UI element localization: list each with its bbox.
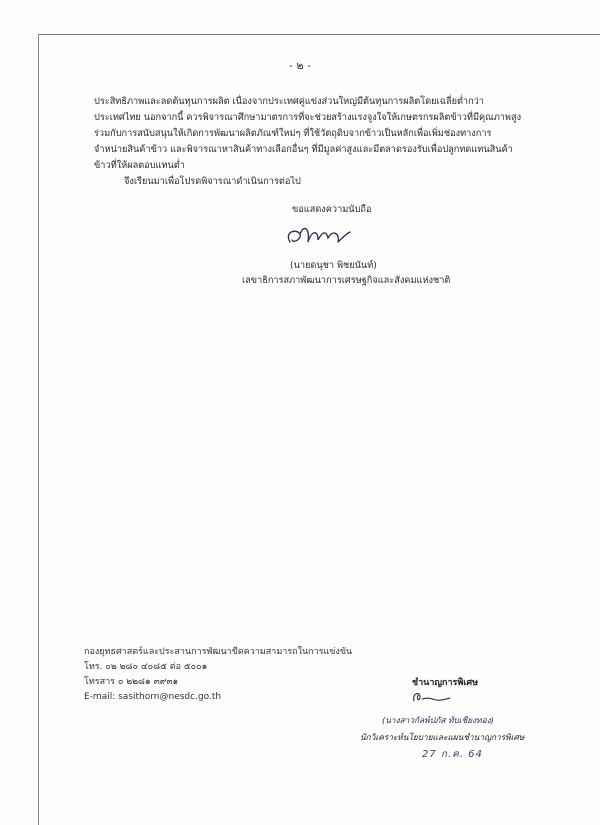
phone-number: โทร. ๐๒ ๒๘๐ ๔๐๘๕ ต่อ ๕๐๐๑ bbox=[84, 662, 208, 672]
closing-sentence: จึงเรียนมาเพื่อโปรดพิจารณาดำเนินการต่อไป bbox=[124, 176, 301, 187]
body-line: ประสิทธิภาพและลดต้นทุนการผลิต เนื่องจากประเทศคู่แข่งส่วนใหญ่มีต้นทุนการผลิตโดยเฉลี่ยต่ำกว่า bbox=[94, 96, 484, 107]
signer-name: (นายดนุชา พิชยนันท์) bbox=[290, 260, 377, 271]
stamp-title: ชำนาญการพิเศษ bbox=[412, 678, 479, 688]
page-top-border bbox=[38, 34, 600, 35]
stamp-name: (นางสาวกัลพ์ปภัส ทับเชียงทอง) bbox=[382, 715, 494, 725]
approval-stamp bbox=[360, 675, 550, 775]
page-number: - ๒ - bbox=[288, 59, 312, 72]
stamp-date: 27 ก.ค. 64 bbox=[422, 749, 483, 760]
signer-title: เลขาธิการสภาพัฒนาการเศรษฐกิจและสังคมแห่งชาติ bbox=[242, 275, 451, 286]
page-left-border bbox=[38, 34, 39, 825]
department-name: กองยุทธศาสตร์และประสานการพัฒนาขีดความสามารถในการแข่งขัน bbox=[84, 647, 353, 657]
contact-footer bbox=[84, 645, 352, 705]
body-line: ประเทศไทย นอกจากนี้ ควรพิจารณาศึกษามาตรการที่จะช่วยสร้างแรงจูงใจให้เกษตรกรผลิตข้าวที่มีคุณภาพสูง bbox=[94, 112, 522, 123]
stamp-role: นักวิเคราะห์นโยบายและแผนชำนาญการพิเศษ bbox=[360, 732, 525, 742]
body-line: ร่วมกับการสนับสนุนให้เกิดการพัฒนาผลิตภัณฑ์ใหม่ๆ ที่ใช้วัตถุดิบจากข้าวเป็นหลักเพื่อเพิ่มช่องทางการ bbox=[94, 128, 492, 139]
fax-number: โทรสาร ๐ ๒๒๘๑ ๓๙๓๑ bbox=[84, 677, 179, 687]
regards-text: ขอแสดงความนับถือ bbox=[292, 204, 372, 215]
stamp-signature-mark bbox=[410, 689, 452, 705]
email-address: E-mail: sasithorn@nesdc.go.th bbox=[84, 692, 222, 702]
body-line: จำหน่ายสินค้าข้าว และพิจารณาหาสินค้าทางเลือกอื่นๆ ที่มีมูลค่าสูงและมีตลาดรองรับเพื่อปลูกทดแทนสินค้า bbox=[94, 144, 513, 155]
body-line: ข้าวที่ให้ผลตอบแทนต่ำ bbox=[94, 160, 185, 171]
signature-mark bbox=[282, 220, 352, 252]
body-paragraph bbox=[94, 94, 524, 174]
